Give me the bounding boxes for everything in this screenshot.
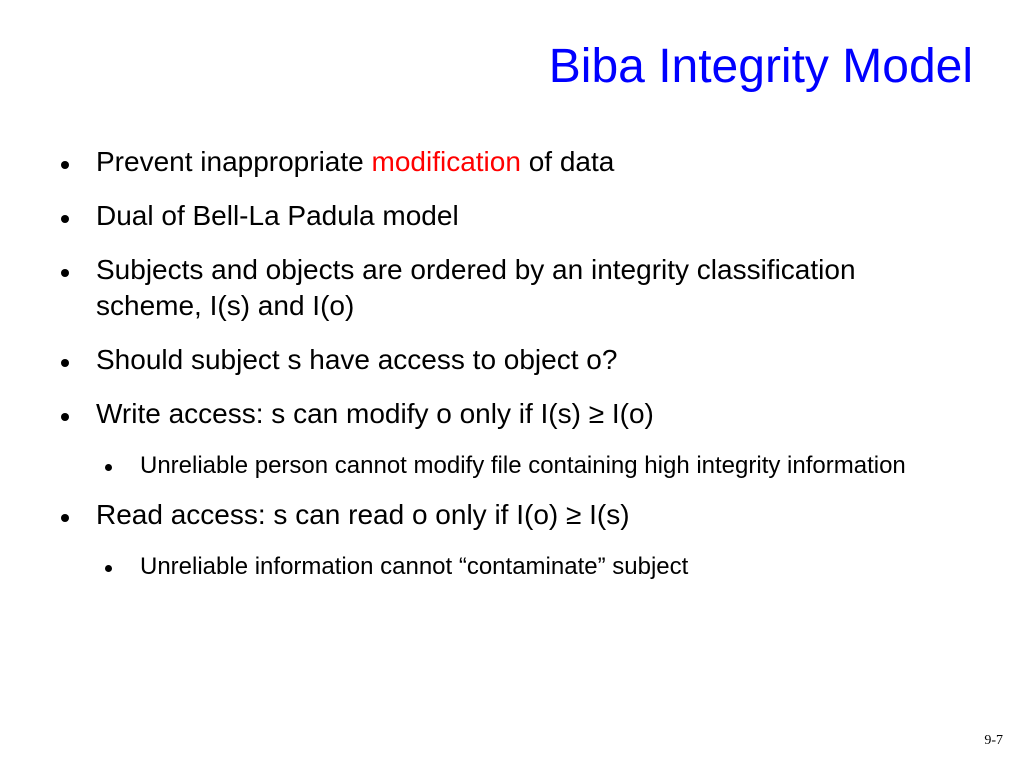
bullet-list xyxy=(58,144,958,598)
slide-number: 9-7 xyxy=(984,733,1003,748)
bullet-item: Subjects and objects are ordered by an integrity classification scheme, I(s) and I(o) xyxy=(58,252,958,324)
slide-title: Biba Integrity Model xyxy=(548,40,973,93)
sub-bullet-item: Unreliable person cannot modify file containing high integrity information xyxy=(102,450,958,481)
highlighted-term: modification xyxy=(371,146,521,177)
bullet-item xyxy=(58,144,958,180)
bullet-text: of data xyxy=(520,146,615,177)
bullet-text: Prevent inappropriate xyxy=(96,146,372,177)
bullet-item: Should subject s have access to object o? xyxy=(58,342,958,378)
bullet-item: Dual of Bell-La Padula model xyxy=(58,198,958,234)
bullet-item: Read access: s can read o only if I(o) ≥ I(s) xyxy=(58,497,958,533)
sub-bullet-item: Unreliable information cannot “contaminate” subject xyxy=(102,551,958,582)
bullet-item: Write access: s can modify o only if I(s) ≥ I(o) xyxy=(58,396,958,432)
